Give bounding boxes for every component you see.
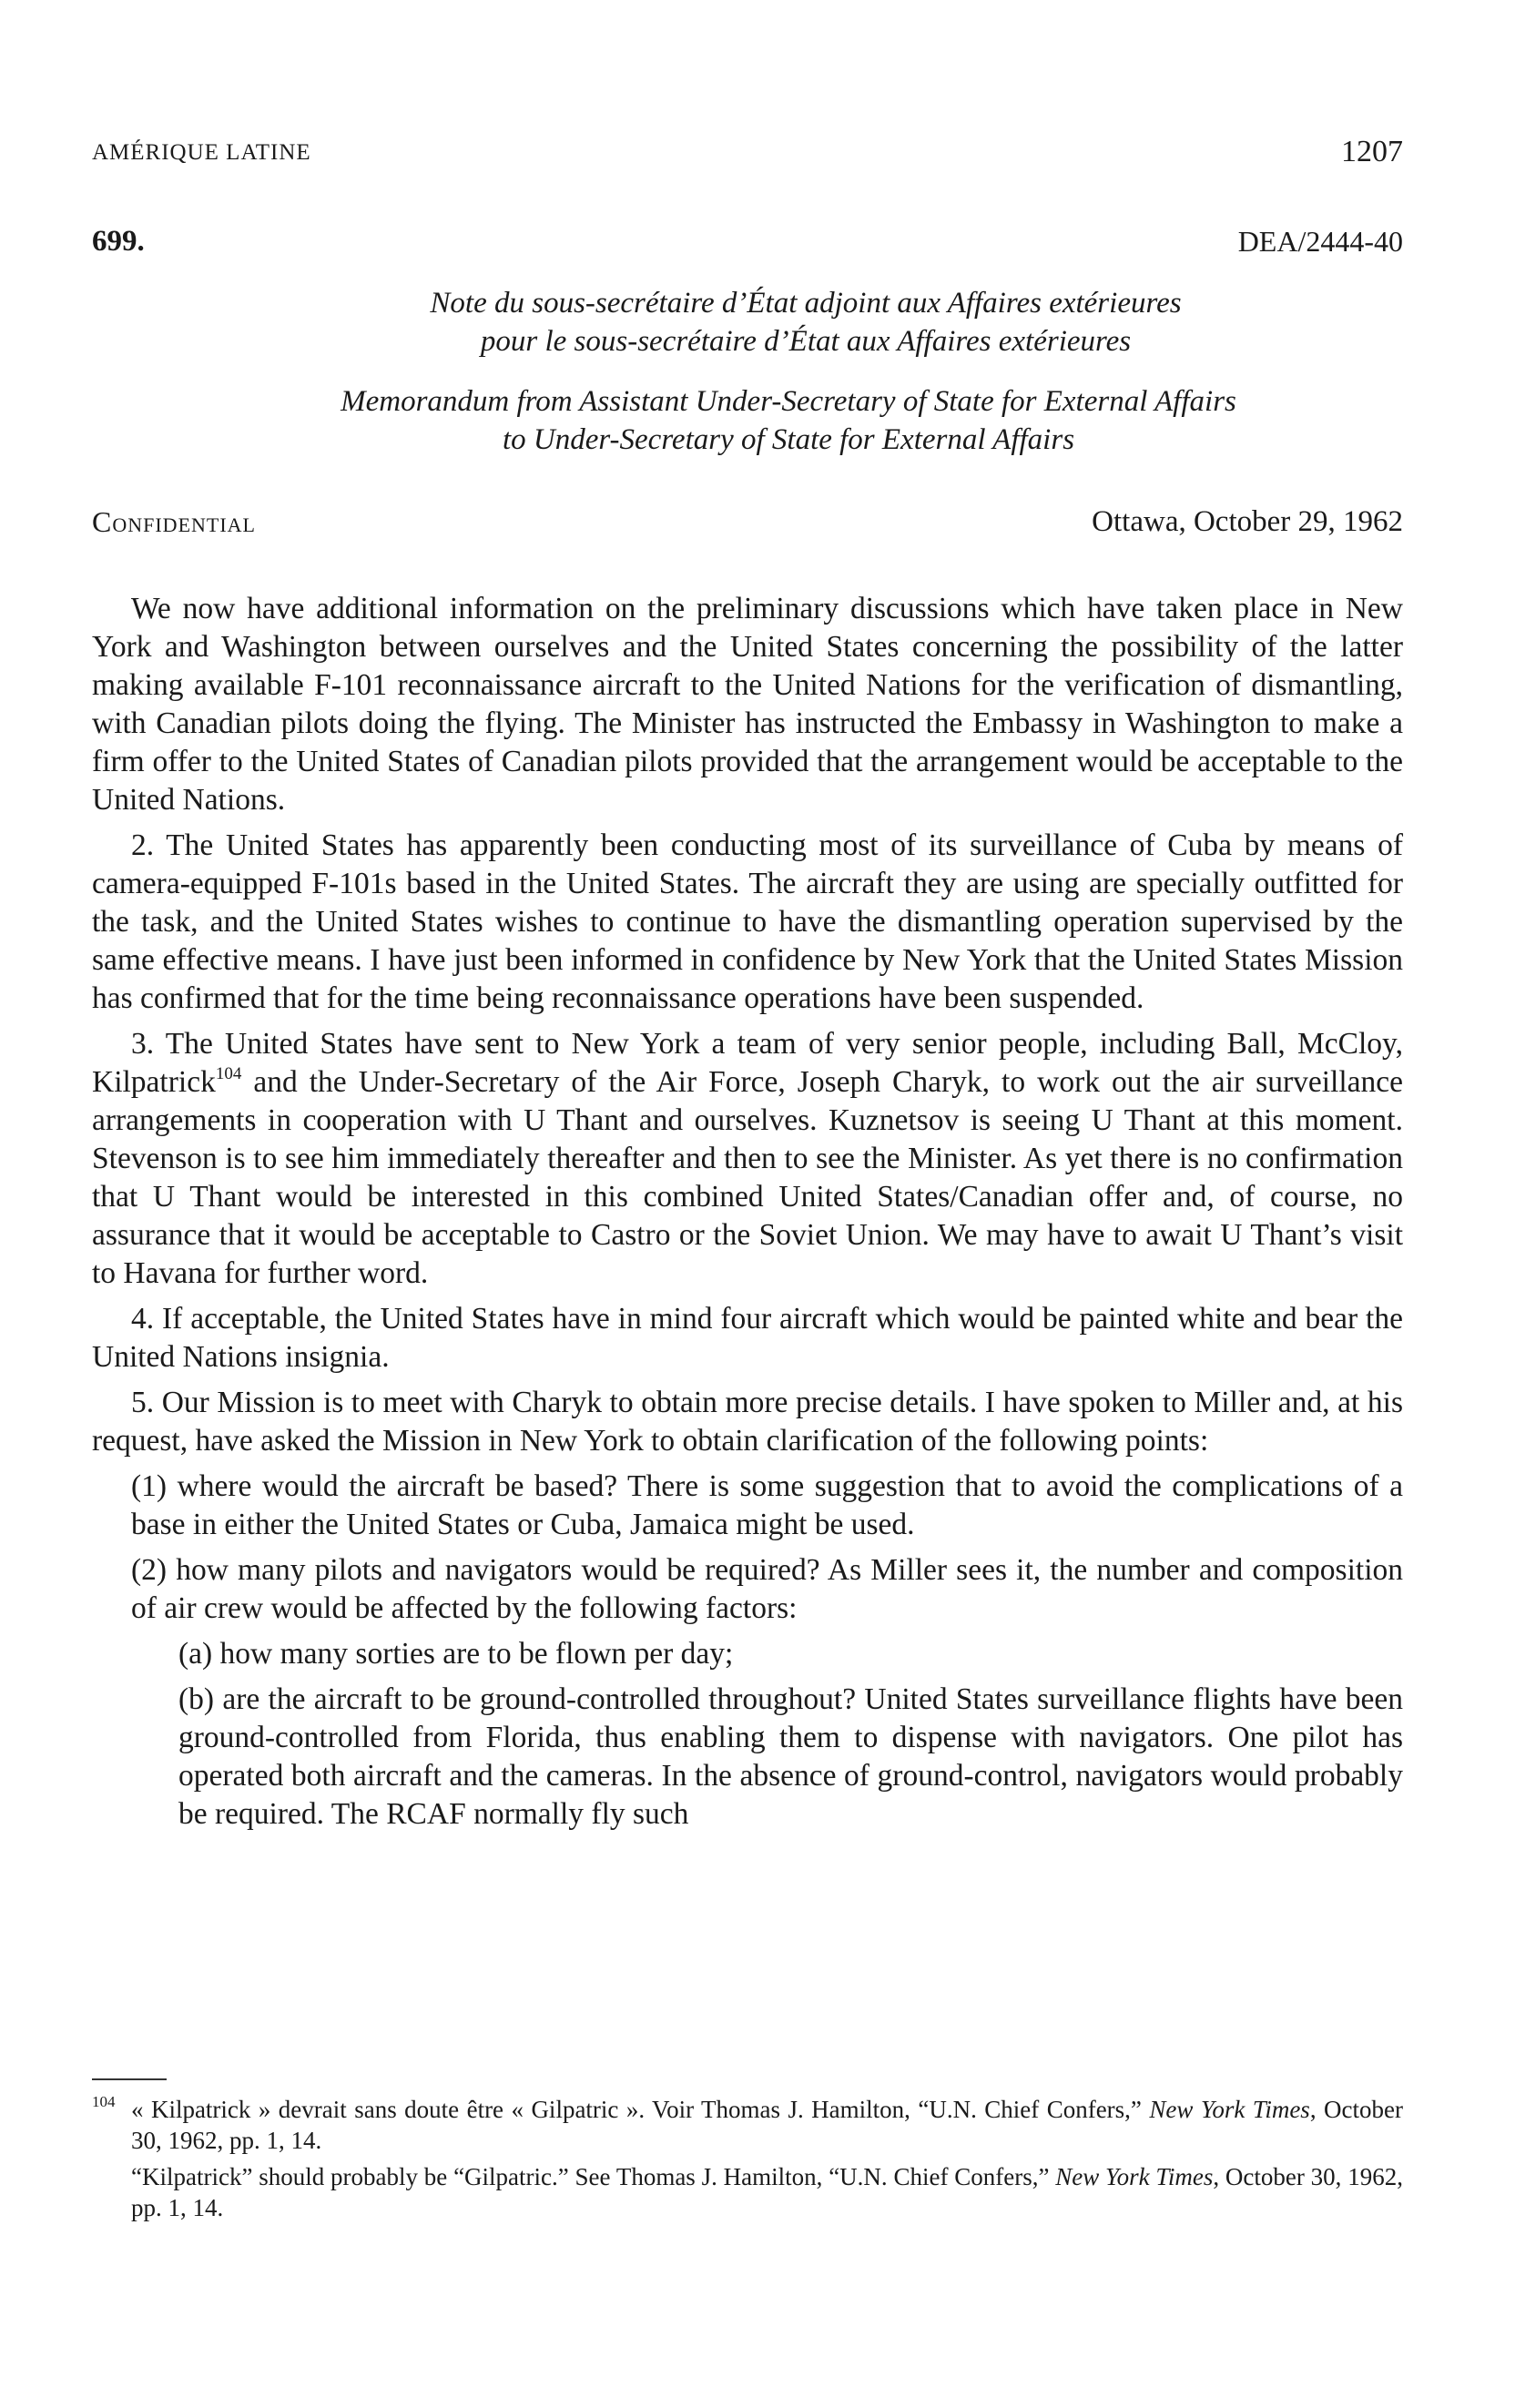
paragraph-4: 4. If acceptable, the United States have in mind four aircraft which would be painted white and bear the United Nations insignia. — [92, 1302, 1403, 1374]
document-page — [92, 0, 1403, 2408]
footnote-french-text: « Kilpatrick » devrait sans doute être « Gilpatric ». Voir Thomas J. Hamilton, “U.N. Chief Confers,” — [131, 2096, 1150, 2123]
page-number: 1207 — [1341, 135, 1403, 168]
footnote-divider — [92, 2078, 167, 2080]
footnote-french-tail: , October 30, 1962, pp. 1, 14. — [131, 2096, 1403, 2154]
paragraph-1: We now have additional information on the preliminary discussions which have taken place in New York and Washington between ourselves and the United States concerning the possibility of the latter making available F-101 reconnaissance aircraft to the United Nations for the verification of dismantling, with Canadian pilots doing the flying. The Minister has instructed the Embassy in Washington to make a firm offer to the United States of Canadian pilots provided that the arrangement would be acceptable to the United Nations. — [92, 592, 1403, 817]
heading-french-line-1: Note du sous-secrétaire d’État adjoint aux Affaires extérieures — [430, 287, 1182, 320]
footnote-french-italic: New York Times — [1149, 2096, 1310, 2123]
heading-english-line-2: to Under-Secretary of State for External Affairs — [502, 423, 1075, 456]
heading-french-line-2: pour le sous-secrétaire d’État aux Affaires extérieures — [480, 325, 1132, 358]
paragraph-3-end: and the Under-Secretary of the Air Force, Joseph Charyk, to work out the air surveillance arrangements in cooperation with U Thant and ourselves. Kuznetsov is seeing U Thant at this moment. Stevenson is to see him immediately thereafter and then to see the Minister. As yet there is no confirmation that U Thant would be interested in this combined United States/Canadian offer and, of course, no assurance that it would be acceptable to Castro or the Soviet Union. We may have to await U Thant’s visit to Havana for further word. — [92, 1065, 1403, 1290]
footnote-english-tail: , October 30, 1962, pp. 1, 14. — [131, 2163, 1403, 2221]
footnote-french: 104 « Kilpatrick » devrait sans doute être « Gilpatric ». Voir Thomas J. Hamilton, “U.N. Chief Confers,” New York Times, October 30, 1962, pp. 1, 14. — [92, 2093, 1403, 2154]
running-header — [92, 135, 1403, 171]
point-2a: (a) how many sorties are to be flown per day; — [178, 1637, 734, 1671]
paragraph-5: 5. Our Mission is to meet with Charyk to obtain more precise details. I have spoken to Miller and, at his request, have asked the Mission in New York to obtain clarification of the following points: — [92, 1386, 1403, 1458]
paragraph-2: 2. The United States has apparently been conducting most of its surveillance of Cuba by means of camera-equipped F-101s based in the United States. The aircraft they are using are specially outfitted for the task, and the United States wishes to continue to have the dismantling operation supervised by the same effective means. I have just been informed in confidence by New York that the United States Mission has confirmed that for the time being reconnaissance operations have been suspended. — [92, 828, 1403, 1015]
footnotes — [92, 2094, 1403, 2229]
place-date: Ottawa, October 29, 1962 — [1092, 505, 1403, 538]
footnote-english-text: “Kilpatrick” should probably be “Gilpatric.” See Thomas J. Hamilton, “U.N. Chief Confers,” — [131, 2163, 1056, 2190]
heading-english — [174, 382, 1403, 459]
footnote-reference[interactable]: 104 — [215, 1064, 242, 1083]
paragraph-3 — [92, 1025, 1403, 1293]
heading-english-line-1: Memorandum from Assistant Under-Secretary of State for External Affairs — [341, 385, 1236, 418]
document-heading — [92, 284, 1403, 459]
running-title: AMÉRIQUE LATINE — [92, 140, 311, 165]
paragraph-3-start: 3. The United States have sent to New York a team of very senior people, including Ball, McCloy, Kilpatrick — [92, 1027, 1403, 1099]
footnote-english — [92, 2161, 1403, 2223]
point-2: (2) how many pilots and navigators would be required? As Miller sees it, the number and composition of air crew would be affected by the following factors: — [131, 1553, 1403, 1625]
file-reference: DEA/2444-40 — [1237, 225, 1403, 258]
document-body — [92, 590, 1403, 1841]
footnote-english-italic: New York Times — [1055, 2163, 1214, 2190]
document-number: 699. — [92, 225, 145, 258]
classification: Confidential — [92, 505, 256, 538]
document-number-line — [92, 225, 1403, 261]
classification-line — [92, 505, 1403, 542]
point-2b: (b) are the aircraft to be ground-controlled throughout? United States surveillance flights have been ground-controlled from Florida, thus enabling them to dispense with navigators. One pilot has operated both aircraft and the cameras. In the absence of ground-control, navigators would probably be required. The RCAF normally fly such — [178, 1682, 1403, 1831]
point-1: (1) where would the aircraft be based? There is some suggestion that to avoid the complications of a base in either the United States or Cuba, Jamaica might be used. — [131, 1469, 1403, 1541]
